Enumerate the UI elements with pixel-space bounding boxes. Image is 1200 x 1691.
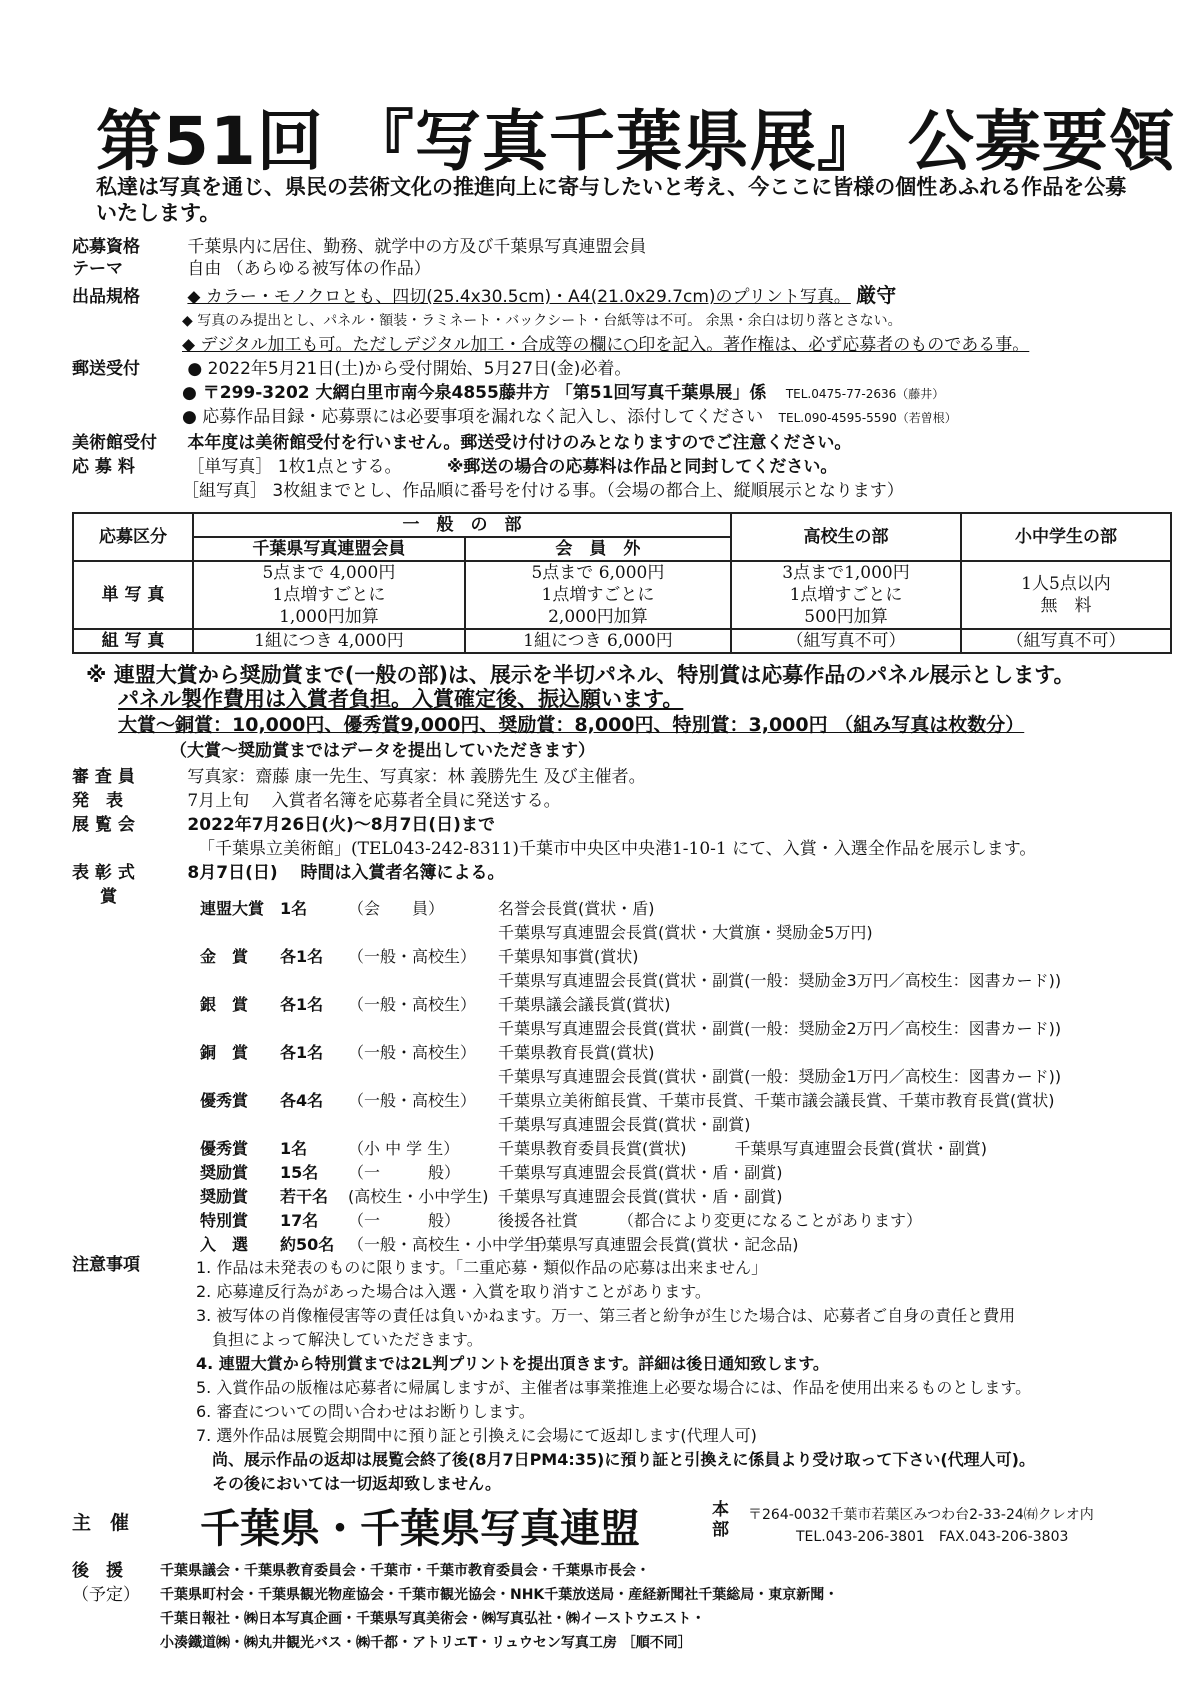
mail-address: ● 〒299-3202 大網白里市南今泉4855藤井方 「第51回写真千葉県展」係 bbox=[182, 383, 767, 403]
exhibition-dates: 2022年7月26日(火)～8月7日(日)まで bbox=[187, 815, 495, 835]
award-row bbox=[200, 1186, 783, 1208]
note-item: 尚、展示作品の返却は展覧会終了後(8月7日PM4:35)に預り証と引換えに係員より受け取って下さい(代理人可)。 bbox=[196, 1450, 1035, 1469]
award-count: 17名 bbox=[280, 1211, 319, 1230]
hq-tel: TEL.043-206-3801 FAX.043-206-3803 bbox=[796, 1529, 1069, 1545]
specs-line1: ◆ カラー・モノクロとも、四切(25.4x30.5cm)・A4(21.0x29.7cm)のプリント写真。 bbox=[187, 287, 851, 307]
table-header-member: 千葉県写真連盟会員 bbox=[193, 537, 465, 561]
award-row bbox=[200, 1018, 1061, 1040]
table-header-nonmember: 会 員 外 bbox=[465, 537, 731, 561]
award-name: 奨励賞 bbox=[200, 1187, 249, 1206]
museum-label: 美術館受付 bbox=[72, 433, 157, 453]
award-category: （一般・高校生） bbox=[348, 947, 477, 966]
table-header-high: 高校生の部 bbox=[731, 513, 961, 561]
specs-label: 出品規格 bbox=[72, 287, 140, 307]
table-header-junior: 小中学生の部 bbox=[961, 513, 1171, 561]
table-cell: 5点まで 4,000円 1点増すごとに 1,000円加算 bbox=[193, 561, 465, 629]
fee-line1-note: ※郵送の場合の応募料は作品と同封してください。 bbox=[446, 457, 838, 477]
award-category: （一 般） bbox=[348, 1211, 461, 1230]
award-name: 金 賞 bbox=[200, 947, 249, 966]
award-count: 各1名 bbox=[280, 995, 324, 1014]
sponsors-line3: 千葉日報社・㈱日本写真企画・千葉県写真美術会・㈱写真弘社・㈱イーストウエスト・ bbox=[160, 1611, 706, 1627]
theme-text: 自由 （あらゆる被写体の作品） bbox=[187, 259, 431, 279]
award-row bbox=[200, 1042, 655, 1064]
award-name: 優秀賞 bbox=[200, 1139, 249, 1158]
mail-label: 郵送受付 bbox=[72, 359, 140, 379]
award-name: 銅 賞 bbox=[200, 1043, 249, 1062]
fee-line1: ［単写真］ 1枚1点とする。 bbox=[187, 457, 402, 477]
mail-line3-row bbox=[182, 406, 957, 429]
mail-tel2: TEL.090-4595-5590（若曽根） bbox=[778, 411, 957, 425]
award-name: 連盟大賞 bbox=[200, 899, 265, 918]
specs-row bbox=[72, 284, 896, 308]
award-category: （一般・高校生） bbox=[348, 995, 477, 1014]
award-prize: 千葉県写真連盟会長賞(賞状・盾・副賞) bbox=[498, 1163, 783, 1182]
award-category: （一般・高校生） bbox=[348, 1043, 477, 1062]
award-row bbox=[200, 970, 1061, 992]
award-row bbox=[200, 1138, 987, 1160]
note-item: 4. 連盟大賞から特別賞までは2L判プリントを提出頂きます。詳細は後日通知致します。 bbox=[196, 1354, 829, 1373]
award-count: 1名 bbox=[280, 899, 308, 918]
award-category: （一般・高校生・小中学生） bbox=[348, 1235, 557, 1254]
table-row bbox=[73, 629, 1171, 653]
award-count: 15名 bbox=[280, 1163, 319, 1182]
specs-strict: 厳守 bbox=[856, 283, 897, 307]
panel-note-line3: 大賞～銅賞：10,000円、優秀賞9,000円、奨励賞：8,000円、特別賞：3,000円 （組み写真は枚数分） bbox=[118, 714, 1025, 736]
table-row bbox=[73, 561, 1171, 629]
award-prize: 千葉県写真連盟会長賞(賞状・盾・副賞) bbox=[498, 1187, 783, 1206]
page-title: 第51回 『写真千葉県展』 公募要領 bbox=[96, 103, 1176, 180]
sponsors-line1: 千葉県議会・千葉県教育委員会・千葉市・千葉市教育委員会・千葉県市長会・ bbox=[160, 1563, 650, 1579]
award-prize: 千葉県教育長賞(賞状) bbox=[498, 1043, 655, 1062]
mail-line3: ● 応募作品目録・応募票には必要事項を漏れなく記入し、添付してください bbox=[182, 407, 764, 427]
panel-note-line4: （大賞～奨励賞まではデータを提出していただきます） bbox=[170, 741, 595, 761]
judges-label: 審 査 員 bbox=[72, 767, 135, 787]
award-prize: 千葉県教育委員長賞(賞状) 千葉県写真連盟会長賞(賞状・副賞) bbox=[498, 1139, 987, 1158]
hq-label: 本部 bbox=[712, 1500, 729, 1540]
award-prize: 千葉県立美術館長賞、千葉市長賞、千葉市議会議長賞、千葉市教育長賞(賞状) bbox=[498, 1091, 1055, 1110]
award-prize: 千葉県写真連盟会長賞(賞状・記念品) bbox=[498, 1235, 799, 1254]
award-name: 銀 賞 bbox=[200, 995, 249, 1014]
announce-row bbox=[72, 790, 561, 812]
award-category: （一般・高校生） bbox=[348, 1091, 477, 1110]
award-prize: 名誉会長賞(賞状・盾) bbox=[498, 899, 655, 918]
announce-label: 発 表 bbox=[72, 791, 123, 811]
hq-address: 〒264-0032千葉市若葉区みつわ台2-33-24㈲クレオ内 bbox=[748, 1507, 1094, 1523]
exhibition-label: 展 覧 会 bbox=[72, 815, 135, 835]
award-row bbox=[200, 922, 873, 944]
note-item: その後においては一切返却致しません。 bbox=[196, 1474, 501, 1493]
ceremony-label: 表 彰 式 bbox=[72, 863, 135, 883]
table-cell: 1人5点以内 無 料 bbox=[961, 561, 1171, 629]
award-count: 各1名 bbox=[280, 1043, 324, 1062]
sponsors-label2: （予定） bbox=[72, 1585, 140, 1605]
announce-text: 7月上旬 入賞者名簿を応募者全員に発送する。 bbox=[187, 791, 561, 811]
award-category: （小 中 学 生） bbox=[348, 1139, 460, 1158]
organizer-label: 主 催 bbox=[72, 1512, 130, 1534]
award-row bbox=[200, 1234, 799, 1256]
award-category: （会 員） bbox=[348, 899, 445, 918]
award-prize: 千葉県写真連盟会長賞(賞状・大賞旗・奨励金5万円) bbox=[498, 923, 873, 942]
theme-label: テーマ bbox=[72, 259, 123, 279]
eligibility-row bbox=[72, 236, 646, 258]
eligibility-label: 応募資格 bbox=[72, 237, 140, 257]
award-count: 若干名 bbox=[280, 1187, 329, 1206]
specs-line2: ◆ 写真のみ提出とし、パネル・額装・ラミネート・バックシート・台紙等は不可。 余黒・余白は切り落とさない。 bbox=[182, 313, 902, 329]
table-cell: （組写真不可） bbox=[961, 629, 1171, 653]
note-item: 5. 入賞作品の版権は応募者に帰属しますが、主催者は事業推進上必要な場合には、作品を使用出来るものとします。 bbox=[196, 1378, 1032, 1397]
sponsors-line2: 千葉県町村会・千葉県観光物産協会・千葉市観光協会・NHK千葉放送局・産経新聞社千葉総局・東京新聞・ bbox=[160, 1587, 839, 1603]
award-prize: 千葉県写真連盟会長賞(賞状・副賞(一般：奨励金1万円／高校生：図書カード)) bbox=[498, 1067, 1062, 1086]
mail-line1: ● 2022年5月21日(土)から受付開始、5月27日(金)必着。 bbox=[187, 359, 632, 379]
note-item: 負担によって解決していただきます。 bbox=[196, 1330, 483, 1349]
award-count: 約50名 bbox=[280, 1235, 335, 1254]
eligibility-text: 千葉県内に居住、勤務、就学中の方及び千葉県写真連盟会員 bbox=[187, 237, 647, 257]
award-prize: 千葉県議会議長賞(賞状) bbox=[498, 995, 671, 1014]
award-name: 奨励賞 bbox=[200, 1163, 249, 1182]
fee-line2: ［組写真］ 3枚組までとし、作品順に番号を付ける事。（会場の都合上、縦順展示となります） bbox=[182, 481, 904, 501]
intro-text: 私達は写真を通じ、県民の芸術文化の推進向上に寄与したいと考え、今ここに皆様の個性あふれる作品を公募いたします。 bbox=[96, 175, 1127, 225]
award-row bbox=[200, 1066, 1061, 1088]
award-row bbox=[200, 1210, 922, 1232]
mail-row bbox=[72, 358, 631, 380]
award-prize: 千葉県写真連盟会長賞(賞状・副賞) bbox=[498, 1115, 751, 1134]
note-item: 1. 作品は未発表のものに限ります。「二重応募・類似作品の応募は出来ません」 bbox=[196, 1258, 768, 1277]
award-row bbox=[200, 994, 671, 1016]
panel-note-line2: パネル製作費用は入賞者負担。入賞確定後、振込願います。 bbox=[118, 687, 684, 711]
award-category: (高校生・小中学生) bbox=[348, 1187, 489, 1206]
theme-row bbox=[72, 258, 431, 280]
fee-label: 応 募 料 bbox=[72, 457, 135, 477]
specs-line3: ◆ デジタル加工も可。ただしデジタル加工・合成等の欄に○印を記入。著作権は、必ず応募者のものである事。 bbox=[182, 335, 1030, 355]
award-prize: 千葉県写真連盟会長賞(賞状・副賞(一般：奨励金2万円／高校生：図書カード)) bbox=[498, 1019, 1062, 1038]
table-header-category: 応募区分 bbox=[73, 513, 193, 561]
table-cell: 1組につき 6,000円 bbox=[465, 629, 731, 653]
award-row bbox=[200, 1090, 1055, 1112]
award-prize: 千葉県写真連盟会長賞(賞状・副賞(一般：奨励金3万円／高校生：図書カード)) bbox=[498, 971, 1062, 990]
sponsors-label: 後 援 bbox=[72, 1561, 123, 1581]
ceremony-row bbox=[72, 862, 505, 884]
award-name: 優秀賞 bbox=[200, 1091, 249, 1110]
note-item: 3. 被写体の肖像権侵害等の責任は負いかねます。万一、第三者と紛争が生じた場合は、応募者ご自身の責任と費用 bbox=[196, 1306, 1016, 1325]
table-header-row bbox=[73, 513, 1171, 537]
table-cell: 3点まで1,000円 1点増すごとに 500円加算 bbox=[731, 561, 961, 629]
table-row-label: 単 写 真 bbox=[73, 561, 193, 629]
award-count: 各1名 bbox=[280, 947, 324, 966]
table-header-general: 一 般 の 部 bbox=[193, 513, 731, 537]
award-row bbox=[200, 1114, 751, 1136]
note-item: 2. 応募違反行為があった場合は入選・入賞を取り消すことがあります。 bbox=[196, 1282, 711, 1301]
judges-text: 写真家：齋藤 康一先生、写真家：林 義勝先生 及び主催者。 bbox=[187, 767, 646, 787]
table-row-label: 組 写 真 bbox=[73, 629, 193, 653]
judges-row bbox=[72, 766, 646, 788]
fee-row bbox=[72, 456, 837, 478]
sponsors-line4: 小湊鐵道㈱・㈱丸井観光バス・㈱千都・アトリエT・リュウセン写真工房 ［順不同］ bbox=[160, 1635, 692, 1651]
award-count: 1名 bbox=[280, 1139, 308, 1158]
award-name: 特別賞 bbox=[200, 1211, 249, 1230]
note-item: 7. 選外作品は展覧会期間中に預り証と引換えに会場にて返却します(代理人可) bbox=[196, 1426, 757, 1445]
organizer-name: 千葉県・千葉県写真連盟 bbox=[200, 1506, 640, 1552]
award-row bbox=[200, 946, 639, 968]
award-count: 各4名 bbox=[280, 1091, 324, 1110]
table-cell: 1組につき 4,000円 bbox=[193, 629, 465, 653]
exhibition-row bbox=[72, 814, 495, 836]
award-prize: 後援各社賞 （都合により変更になることがあります） bbox=[498, 1211, 923, 1230]
fee-table bbox=[72, 512, 1172, 654]
ceremony-text: 8月7日(日) 時間は入賞者名簿による。 bbox=[187, 863, 505, 883]
note-item: 6. 審査についての問い合わせはお断りします。 bbox=[196, 1402, 535, 1421]
award-category: （一 般） bbox=[348, 1163, 461, 1182]
exhibition-venue: 「千葉県立美術館」(TEL043-242-8311)千葉市中央区中央港1-10-1 にて、入賞・入選全作品を展示します。 bbox=[198, 839, 1037, 859]
awards-label: 賞 bbox=[100, 887, 117, 907]
award-row bbox=[200, 1162, 783, 1184]
museum-text: 本年度は美術館受付を行いません。郵送受け付けのみとなりますのでご注意ください。 bbox=[187, 433, 852, 453]
mail-tel1: TEL.0475-77-2636（藤井） bbox=[785, 387, 945, 401]
table-cell: （組写真不可） bbox=[731, 629, 961, 653]
panel-note-line1: ※ 連盟大賞から奨励賞まで(一般の部)は、展示を半切パネル、特別賞は応募作品のパネル展示とします。 bbox=[86, 663, 1075, 687]
award-name: 入 選 bbox=[200, 1235, 249, 1254]
award-prize: 千葉県知事賞(賞状) bbox=[498, 947, 639, 966]
award-row bbox=[200, 898, 655, 920]
table-cell: 5点まで 6,000円 1点増すごとに 2,000円加算 bbox=[465, 561, 731, 629]
mail-line2-row bbox=[182, 382, 944, 405]
museum-row bbox=[72, 432, 851, 454]
notes-label: 注意事項 bbox=[72, 1255, 140, 1275]
